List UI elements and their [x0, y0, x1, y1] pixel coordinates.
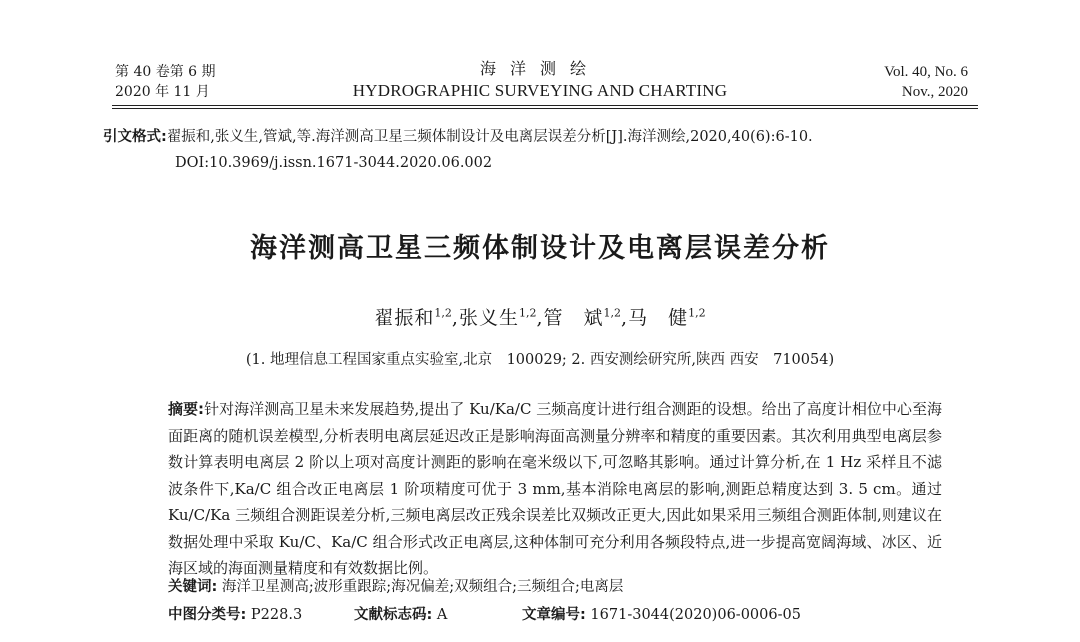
citation-text: 翟振和,张义生,管斌,等.海洋测高卫星三频体制设计及电离层误差分析[J].海洋测绘,2020,40(6):6-10.	[166, 129, 813, 145]
abstract	[168, 396, 942, 582]
clc-value: P228.3	[250, 607, 303, 623]
abstract-text: 针对海洋测高卫星未来发展趋势,提出了 Ku/Ka/C 三频高度计进行组合测距的设想。给出了高度计相位中心至海面距离的随机误差模型,分析表明电离层延迟改正是影响海面高测量分辨率和精度的重要因素。其次利用典型电离层参数计算表明电离层 2 阶以上项对高度计测距的影响在毫米级以下,可忽略其影响。通过计算分析,在 1 Hz 采样且不滤波条件下,Ka/C 组合改正电离层 1 阶项精度可优于 3 mm,基本消除电离层的影响,测距总精度达到 3. 5 cm。通过 Ku/C/Ka 三频组合测距误差分析,三频电离层改正残余误差比双频改正更大,因此如果采用三频组合测距体制,则建议在数据处理中采取 Ku/C、Ka/C 组合形式改正电离层,这种体制可充分利用各频段特点,进一步提高宽阔海域、冰区、近海区域的海面测量精度和有效数据比例。	[168, 400, 942, 577]
volume-issue-en: Vol. 40, No. 6	[884, 64, 968, 80]
author-name: 马 健	[628, 307, 689, 329]
doc-code-group	[354, 603, 522, 624]
author-name: 张义生	[458, 307, 519, 329]
journal-name-cn: 海洋测绘	[479, 59, 600, 78]
volume-issue-cn: 第 40 卷第 6 期	[115, 64, 216, 80]
header-rule-top	[112, 105, 978, 106]
journal-issue-right	[884, 62, 968, 102]
keywords-label: 关键词:	[168, 579, 218, 595]
clc-label: 中图分类号:	[168, 607, 247, 623]
classification-line	[168, 603, 968, 624]
keywords-text: 海洋卫星测高;波形重跟踪;海况偏差;双频组合;三频组合;电离层	[221, 579, 624, 595]
article-number-label: 文章编号:	[522, 607, 586, 623]
date-cn: 2020 年 11 月	[115, 84, 210, 100]
citation-block	[103, 124, 983, 176]
header-rule-bottom	[112, 108, 978, 109]
doc-code-label: 文献标志码:	[354, 607, 433, 623]
doc-code-value: A	[436, 607, 448, 623]
date-en: Nov., 2020	[901, 84, 968, 100]
affiliations: (1. 地理信息工程国家重点实验室,北京 100029; 2. 西安测绘研究所,陕西 西安 710054)	[245, 352, 835, 368]
doi[interactable]: DOI:10.3969/j.issn.1671-3044.2020.06.002	[175, 155, 493, 171]
author-name: 管 斌	[543, 307, 604, 329]
abstract-label: 摘要:	[168, 400, 205, 418]
citation-label: 引文格式:	[103, 129, 167, 145]
clc-group	[168, 603, 354, 624]
author-affiliation-mark: 1,2	[603, 306, 622, 320]
author-name: 翟振和	[374, 307, 435, 329]
author-affiliation-mark: 1,2	[518, 306, 537, 320]
author-affiliation-mark: 1,2	[688, 306, 706, 320]
author-affiliation-mark: 1,2	[434, 306, 452, 320]
article-number-group	[522, 603, 801, 624]
paper-title: 海洋测高卫星三频体制设计及电离层误差分析	[250, 233, 830, 264]
journal-name-en: HYDROGRAPHIC SURVEYING AND CHARTING	[352, 81, 728, 100]
article-number-value: 1671-3044(2020)06-0006-05	[590, 607, 801, 623]
keywords	[168, 575, 623, 596]
author-list: 翟振和$^{1,2}$,张义生$^{1,2}$,管 斌$^{1,2}$,马 健$^{1,2}$	[374, 306, 706, 329]
